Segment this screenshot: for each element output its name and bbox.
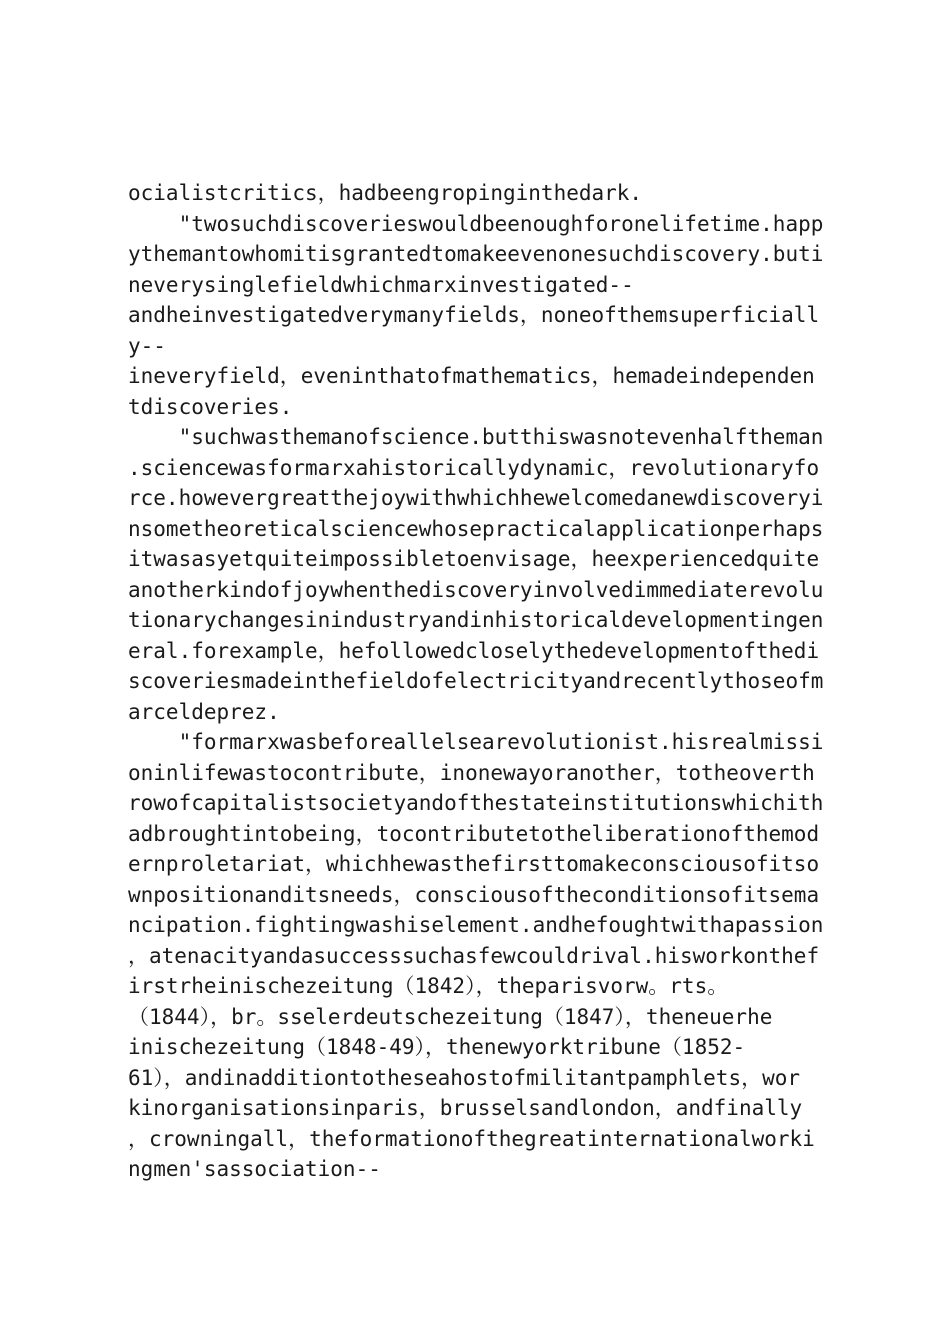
text-line: ，crowningall，theformationofthegreatinternationalworki bbox=[128, 1126, 815, 1151]
text-line: anotherkindofjoywhenthediscoveryinvolvedimmediaterevolu bbox=[128, 577, 824, 602]
text-line: ncipation.fightingwashiselement.andhefoughtwithapassion bbox=[128, 913, 824, 937]
text-line: ernproletariat，whichhewasthefirsttomakeconsciousofitso bbox=[128, 852, 820, 876]
body-text bbox=[128, 178, 838, 1185]
text-line: nsometheoreticalsciencewhosepracticalapplicationperhaps bbox=[128, 516, 824, 541]
text-line: tdiscoveries. bbox=[128, 394, 293, 419]
text-line: （1844），br。sselerdeutschezeitung（1847），theneuerhe bbox=[128, 1004, 773, 1029]
text-line: itwasasyetquiteimpossibletoenvisage，heexperiencedquite bbox=[128, 547, 820, 571]
text-line: ngmen'sassociation-- bbox=[128, 1157, 381, 1181]
text-line: .sciencewasformarxahistoricallydynamic，revolutionaryfo bbox=[128, 455, 820, 480]
text-line: 61），andinadditiontotheseahostofmilitantpamphlets，wor bbox=[128, 1065, 801, 1090]
text-line: inischezeitung（1848-49），thenewyorktribune（1852- bbox=[128, 1035, 746, 1059]
text-line: "formarxwasbeforeallelsearevolutionist.hisrealmissi bbox=[128, 730, 824, 754]
text-line: andheinvestigatedverymanyfields，noneofthemsuperficiall bbox=[128, 303, 820, 327]
text-line: adbroughtintobeing，tocontributetotheliberationofthemod bbox=[128, 821, 820, 846]
text-line: kinorganisationsinparis，brusselsandlondon，andfinally bbox=[128, 1096, 803, 1120]
text-line: arceldeprez. bbox=[128, 699, 280, 724]
text-line: "twosuchdiscoverieswouldbeenoughforonelifetime.happ bbox=[128, 211, 824, 236]
text-line: ythemantowhomitisgrantedtomakeevenonesuchdiscovery.buti bbox=[128, 242, 824, 266]
text-line: ，atenacityandasuccesssuchasfewcouldrival.hisworkonthef bbox=[128, 943, 820, 968]
text-line: scoveriesmadeinthefieldofelectricityandrecentlythoseofm bbox=[128, 669, 824, 693]
text-line: rce.howevergreatthejoywithwhichhewelcomedanewdiscoveryi bbox=[128, 486, 824, 510]
text-line: tionarychangesinindustryandinhistoricaldevelopmentingen bbox=[128, 608, 824, 632]
text-line: ocialistcritics，hadbeengropinginthedark. bbox=[128, 181, 643, 205]
text-line: eral.forexample，hefollowedcloselythedevelopmentofthedi bbox=[128, 638, 820, 663]
text-line: irstrheinischezeitung（1842），theparisvorw。rts。 bbox=[128, 974, 729, 998]
text-line: oninlifewastocontribute，inonewayoranother，totheoverth bbox=[128, 760, 815, 785]
text-line: "suchwasthemanofscience.butthiswasnotevenhalftheman bbox=[128, 425, 824, 449]
text-line: y-- bbox=[128, 333, 166, 358]
text-line: rowofcapitalistsocietyandofthestateinstitutionswhichith bbox=[128, 791, 824, 815]
text-line: neverysinglefieldwhichmarxinvestigated-- bbox=[128, 272, 634, 297]
text-line: ineveryfield，eveninthatofmathematics，hemadeindependen bbox=[128, 364, 815, 388]
text-line: wnpositionanditsneeds，consciousoftheconditionsofitsema bbox=[128, 882, 820, 907]
